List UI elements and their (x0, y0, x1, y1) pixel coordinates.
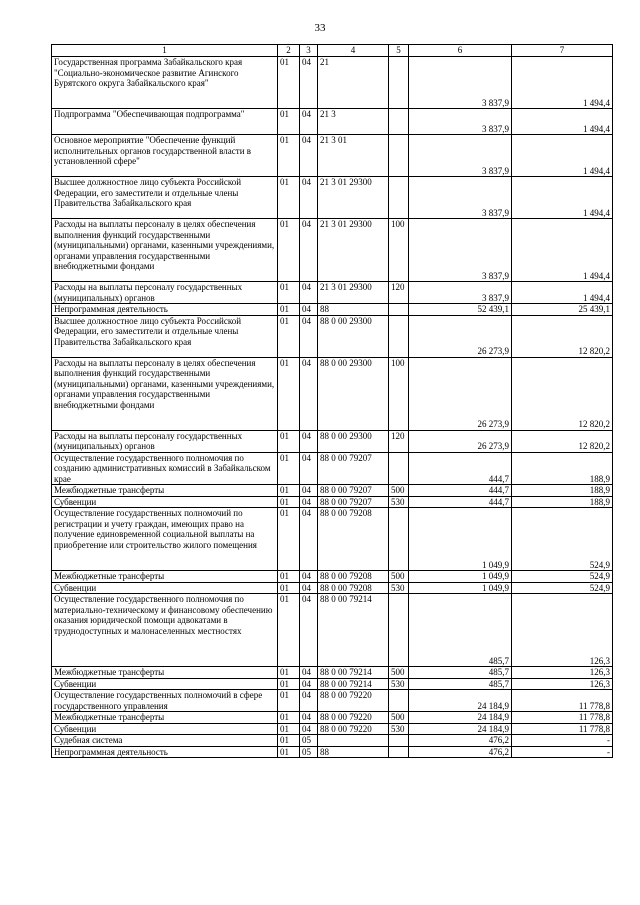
amount-cell: 524,9 (512, 582, 613, 594)
row-name-cell: Субвенции (52, 678, 278, 690)
amount-cell: 24 184,9 (409, 723, 512, 735)
amount-cell: 1 049,9 (409, 508, 512, 571)
table-row (52, 282, 613, 304)
amount-cell: 3 837,9 (409, 135, 512, 177)
amount-cell: 26 273,9 (409, 315, 512, 357)
amount-cell: 11 778,8 (512, 712, 613, 724)
amount-cell: 1 494,4 (512, 57, 613, 109)
section-code-cell: 01 (278, 219, 300, 282)
amount-cell: 11 778,8 (512, 723, 613, 735)
amount-cell: 1 049,9 (409, 571, 512, 583)
section-code-cell: 01 (278, 135, 300, 177)
row-name-cell: Осуществление государственного полномочия по созданию административных комиссий в Забайкальском крае (52, 452, 278, 485)
amount-cell: 26 273,9 (409, 357, 512, 430)
section-code-cell: 01 (278, 735, 300, 747)
expense-type-cell (389, 57, 409, 109)
amount-cell: 188,9 (512, 496, 613, 508)
expense-type-cell: 530 (389, 678, 409, 690)
table-header-row (52, 45, 613, 57)
row-name-cell: Субвенции (52, 723, 278, 735)
section-code-cell: 01 (278, 485, 300, 497)
row-name-cell: Основное мероприятие "Обеспечение функций исполнительных органов государственной власти в установленной сфере" (52, 135, 278, 177)
expense-type-cell (389, 508, 409, 571)
subsection-code-cell: 04 (300, 315, 318, 357)
target-article-cell: 21 3 (318, 109, 389, 135)
column-header: 6 (409, 45, 512, 57)
table-row (52, 304, 613, 316)
expense-type-cell (389, 304, 409, 316)
section-code-cell: 01 (278, 667, 300, 679)
expense-type-cell (389, 690, 409, 712)
subsection-code-cell: 04 (300, 690, 318, 712)
expense-type-cell (389, 735, 409, 747)
amount-cell: 3 837,9 (409, 219, 512, 282)
subsection-code-cell: 04 (300, 667, 318, 679)
subsection-code-cell: 04 (300, 57, 318, 109)
section-code-cell: 01 (278, 678, 300, 690)
table-row (52, 582, 613, 594)
section-code-cell: 01 (278, 582, 300, 594)
section-code-cell: 01 (278, 452, 300, 485)
subsection-code-cell: 04 (300, 678, 318, 690)
amount-cell: 3 837,9 (409, 57, 512, 109)
expense-type-cell: 530 (389, 496, 409, 508)
row-name-cell: Осуществление государственных полномочий в сфере государственного управления (52, 690, 278, 712)
amount-cell: 476,2 (409, 746, 512, 758)
row-name-cell: Высшее должностное лицо субъекта Российской Федерации, его заместители и отдельные члены Правительства Забайкальского края (52, 315, 278, 357)
target-article-cell: 88 0 00 79207 (318, 452, 389, 485)
table-row (52, 508, 613, 571)
target-article-cell: 88 (318, 746, 389, 758)
row-name-cell: Расходы на выплаты персоналу в целях обеспечения выполнения функций государственными (муниципальными) органами, казенными учреждениями, органами управления государственными внебюджетными фондами (52, 357, 278, 430)
expense-type-cell (389, 177, 409, 219)
subsection-code-cell: 04 (300, 582, 318, 594)
amount-cell: 1 494,4 (512, 109, 613, 135)
expense-type-cell: 530 (389, 582, 409, 594)
subsection-code-cell: 04 (300, 712, 318, 724)
column-header: 3 (300, 45, 318, 57)
section-code-cell: 01 (278, 430, 300, 452)
target-article-cell: 88 0 00 29300 (318, 315, 389, 357)
amount-cell: 1 494,4 (512, 219, 613, 282)
amount-cell: 12 820,2 (512, 357, 613, 430)
section-code-cell: 01 (278, 315, 300, 357)
subsection-code-cell: 04 (300, 496, 318, 508)
row-name-cell: Осуществление государственного полномочия по материально-техническому и финансовому обеспечению оказания юридической помощи адвокатами в труднодоступных и малонаселенных местностях (52, 594, 278, 667)
column-header: 2 (278, 45, 300, 57)
amount-cell: 3 837,9 (409, 282, 512, 304)
amount-cell: 485,7 (409, 594, 512, 667)
budget-table (51, 44, 613, 758)
column-header: 1 (52, 45, 278, 57)
section-code-cell: 01 (278, 712, 300, 724)
target-article-cell: 88 0 00 79208 (318, 571, 389, 583)
section-code-cell: 01 (278, 746, 300, 758)
subsection-code-cell: 04 (300, 109, 318, 135)
table-row (52, 723, 613, 735)
section-code-cell: 01 (278, 57, 300, 109)
expense-type-cell: 100 (389, 219, 409, 282)
row-name-cell: Расходы на выплаты персоналу государственных (муниципальных) органов (52, 282, 278, 304)
amount-cell: 524,9 (512, 571, 613, 583)
target-article-cell: 88 0 00 79208 (318, 508, 389, 571)
row-name-cell: Расходы на выплаты персоналу государственных (муниципальных) органов (52, 430, 278, 452)
row-name-cell: Расходы на выплаты персоналу в целях обеспечения выполнения функций государственными (муниципальными) органами, казенными учреждениями, органами управления государственными внебюджетными фондами (52, 219, 278, 282)
amount-cell: 12 820,2 (512, 315, 613, 357)
table-row (52, 594, 613, 667)
amount-cell: 1 494,4 (512, 135, 613, 177)
subsection-code-cell: 04 (300, 357, 318, 430)
row-name-cell: Подпрограмма "Обеспечивающая подпрограмма" (52, 109, 278, 135)
target-article-cell (318, 735, 389, 747)
expense-type-cell (389, 315, 409, 357)
section-code-cell: 01 (278, 109, 300, 135)
amount-cell: 52 439,1 (409, 304, 512, 316)
section-code-cell: 01 (278, 571, 300, 583)
target-article-cell: 88 0 00 79214 (318, 594, 389, 667)
table-row (52, 430, 613, 452)
expense-type-cell (389, 109, 409, 135)
table-row (52, 452, 613, 485)
row-name-cell: Межбюджетные трансферты (52, 712, 278, 724)
amount-cell: 12 820,2 (512, 430, 613, 452)
target-article-cell: 21 3 01 (318, 135, 389, 177)
table-row (52, 746, 613, 758)
target-article-cell: 88 0 00 79214 (318, 667, 389, 679)
amount-cell: 3 837,9 (409, 109, 512, 135)
row-name-cell: Государственная программа Забайкальского края "Социально-экономическое развитие Агинского Бурятского округа Забайкальского края" (52, 57, 278, 109)
section-code-cell: 01 (278, 357, 300, 430)
amount-cell: 444,7 (409, 452, 512, 485)
target-article-cell: 88 0 00 79208 (318, 582, 389, 594)
table-row (52, 219, 613, 282)
section-code-cell: 01 (278, 594, 300, 667)
amount-cell: 188,9 (512, 452, 613, 485)
amount-cell: 126,3 (512, 594, 613, 667)
row-name-cell: Межбюджетные трансферты (52, 667, 278, 679)
column-header: 4 (318, 45, 389, 57)
subsection-code-cell: 04 (300, 430, 318, 452)
row-name-cell: Межбюджетные трансферты (52, 485, 278, 497)
target-article-cell: 88 0 00 79220 (318, 712, 389, 724)
table-row (52, 690, 613, 712)
expense-type-cell: 500 (389, 712, 409, 724)
subsection-code-cell: 04 (300, 219, 318, 282)
amount-cell: 3 837,9 (409, 177, 512, 219)
row-name-cell: Осуществление государственных полномочий по регистрации и учету граждан, имеющих право на получение единовременной социальной выплаты на приобретение или строительство жилого помещения (52, 508, 278, 571)
section-code-cell: 01 (278, 690, 300, 712)
subsection-code-cell: 04 (300, 485, 318, 497)
expense-type-cell: 530 (389, 723, 409, 735)
target-article-cell: 21 3 01 29300 (318, 282, 389, 304)
section-code-cell: 01 (278, 177, 300, 219)
subsection-code-cell: 04 (300, 177, 318, 219)
amount-cell: 485,7 (409, 678, 512, 690)
amount-cell: 444,7 (409, 485, 512, 497)
section-code-cell: 01 (278, 282, 300, 304)
subsection-code-cell: 04 (300, 508, 318, 571)
table-row (52, 135, 613, 177)
expense-type-cell (389, 594, 409, 667)
expense-type-cell: 100 (389, 357, 409, 430)
amount-cell: 444,7 (409, 496, 512, 508)
table-row (52, 57, 613, 109)
page-number: 33 (314, 22, 326, 34)
subsection-code-cell: 04 (300, 282, 318, 304)
amount-cell: 126,3 (512, 667, 613, 679)
row-name-cell: Непрограммная деятельность (52, 304, 278, 316)
subsection-code-cell: 04 (300, 594, 318, 667)
subsection-code-cell: 04 (300, 723, 318, 735)
amount-cell: 24 184,9 (409, 690, 512, 712)
subsection-code-cell: 04 (300, 452, 318, 485)
target-article-cell: 21 3 01 29300 (318, 177, 389, 219)
expense-type-cell: 120 (389, 282, 409, 304)
section-code-cell: 01 (278, 723, 300, 735)
amount-cell: 24 184,9 (409, 712, 512, 724)
expense-type-cell: 500 (389, 667, 409, 679)
amount-cell: 188,9 (512, 485, 613, 497)
expense-type-cell: 500 (389, 571, 409, 583)
amount-cell: 126,3 (512, 678, 613, 690)
column-header: 5 (389, 45, 409, 57)
table-row (52, 678, 613, 690)
section-code-cell: 01 (278, 496, 300, 508)
section-code-cell: 01 (278, 304, 300, 316)
column-header: 7 (512, 45, 613, 57)
table-row (52, 735, 613, 747)
table-row (52, 109, 613, 135)
target-article-cell: 88 0 00 79220 (318, 690, 389, 712)
target-article-cell: 88 0 00 79207 (318, 485, 389, 497)
row-name-cell: Субвенции (52, 496, 278, 508)
expense-type-cell: 500 (389, 485, 409, 497)
amount-cell: 485,7 (409, 667, 512, 679)
amount-cell: 11 778,8 (512, 690, 613, 712)
expense-type-cell (389, 452, 409, 485)
subsection-code-cell: 05 (300, 735, 318, 747)
target-article-cell: 21 3 01 29300 (318, 219, 389, 282)
section-code-cell: 01 (278, 508, 300, 571)
target-article-cell: 88 0 00 79214 (318, 678, 389, 690)
target-article-cell: 88 0 00 29300 (318, 357, 389, 430)
row-name-cell: Судебная система (52, 735, 278, 747)
subsection-code-cell: 04 (300, 571, 318, 583)
expense-type-cell (389, 746, 409, 758)
amount-cell: - (512, 746, 613, 758)
table-row (52, 712, 613, 724)
target-article-cell: 88 0 00 29300 (318, 430, 389, 452)
expense-type-cell (389, 135, 409, 177)
amount-cell: 476,2 (409, 735, 512, 747)
table-row (52, 177, 613, 219)
amount-cell: 1 494,4 (512, 282, 613, 304)
table-row (52, 485, 613, 497)
amount-cell: 25 439,1 (512, 304, 613, 316)
table-row (52, 315, 613, 357)
target-article-cell: 21 (318, 57, 389, 109)
amount-cell: 1 049,9 (409, 582, 512, 594)
row-name-cell: Межбюджетные трансферты (52, 571, 278, 583)
table-row (52, 357, 613, 430)
target-article-cell: 88 (318, 304, 389, 316)
amount-cell: 524,9 (512, 508, 613, 571)
table-row (52, 496, 613, 508)
expense-type-cell: 120 (389, 430, 409, 452)
amount-cell: 26 273,9 (409, 430, 512, 452)
amount-cell: 1 494,4 (512, 177, 613, 219)
table-row (52, 571, 613, 583)
subsection-code-cell: 04 (300, 304, 318, 316)
amount-cell: - (512, 735, 613, 747)
row-name-cell: Субвенции (52, 582, 278, 594)
table-row (52, 667, 613, 679)
subsection-code-cell: 05 (300, 746, 318, 758)
target-article-cell: 88 0 00 79207 (318, 496, 389, 508)
row-name-cell: Высшее должностное лицо субъекта Российской Федерации, его заместители и отдельные члены Правительства Забайкальского края (52, 177, 278, 219)
target-article-cell: 88 0 00 79220 (318, 723, 389, 735)
row-name-cell: Непрограммная деятельность (52, 746, 278, 758)
subsection-code-cell: 04 (300, 135, 318, 177)
